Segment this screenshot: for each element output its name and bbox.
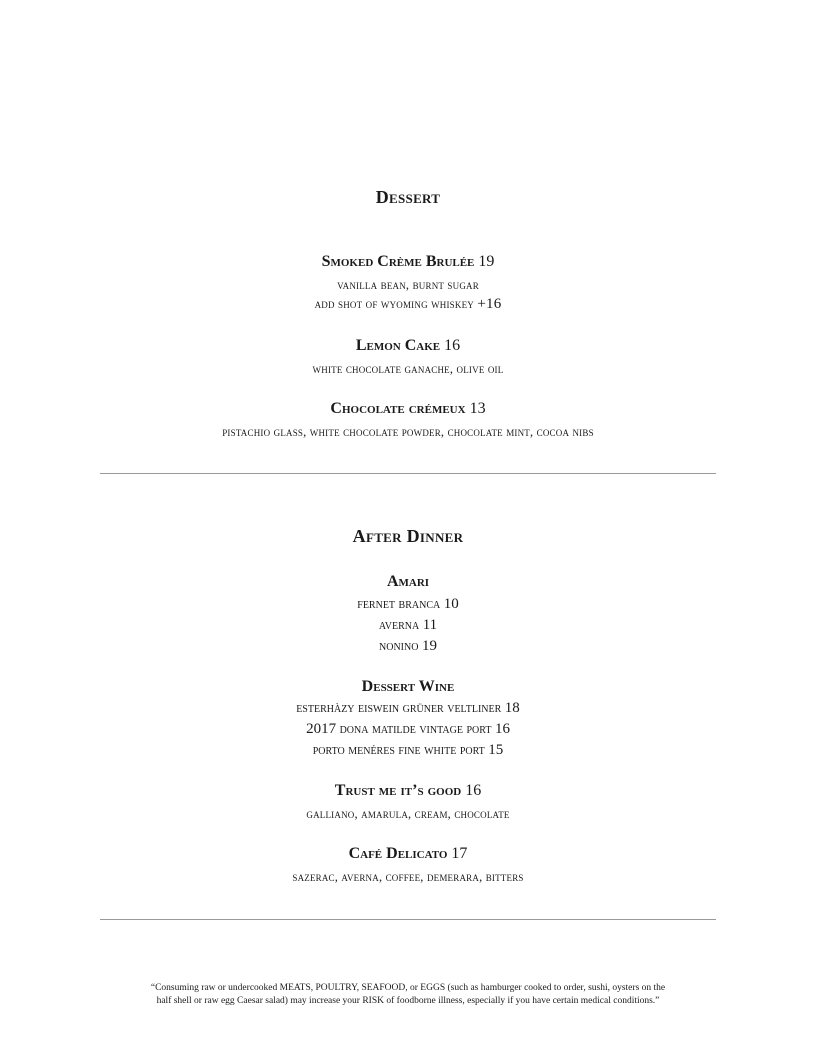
disclaimer-line: “Consuming raw or undercooked MEATS, POULTRY, SEAFOOD, or EGGS (such as hamburger cooked to order, sushi, oysters on the xyxy=(150,983,666,993)
item-description: white chocolate ganache, olive oil xyxy=(312,362,504,376)
item-trust-me xyxy=(0,782,816,800)
drink-price: 16 xyxy=(494,721,510,737)
list-item xyxy=(0,617,816,634)
subheading-dessert-wine: Dessert Wine xyxy=(361,678,455,695)
item-price: 16 xyxy=(465,782,482,799)
drink-label: esterhàzy eiswein grüner veltliner xyxy=(296,701,502,716)
section-title-dessert: Dessert xyxy=(375,187,441,207)
addon-text: add shot of wyoming whiskey xyxy=(314,297,474,311)
item-description: vanilla bean, burnt sugar xyxy=(337,278,479,292)
drink-price: 18 xyxy=(504,700,520,716)
item-price: 13 xyxy=(469,400,486,417)
item-price: 16 xyxy=(444,337,461,354)
list-item xyxy=(0,638,816,655)
item-name: Café Delicato xyxy=(348,845,448,862)
food-safety-disclaimer xyxy=(90,982,726,1008)
item-description: galliano, amarula, cream, chocolate xyxy=(306,807,510,821)
item-name: Smoked Crème Brulée xyxy=(321,253,475,270)
drink-price: 19 xyxy=(421,638,437,654)
drink-label: averna xyxy=(378,618,420,633)
drink-price: 11 xyxy=(422,617,438,633)
item-lemon-cake xyxy=(0,337,816,355)
item-description: pistachio glass, white chocolate powder, chocolate mint, cocoa nibs xyxy=(222,425,594,439)
drink-year: 2017 xyxy=(306,721,337,737)
disclaimer-line: half shell or raw egg Caesar salad) may increase your RISK of foodborne illness, especially if you have certain medical conditions.” xyxy=(156,996,660,1006)
item-name: Lemon Cake xyxy=(355,337,441,354)
item-smoked-creme-brulee xyxy=(0,253,816,271)
list-item xyxy=(0,721,816,738)
drink-label: dona matilde vintage port xyxy=(339,722,492,737)
drink-label: porto menéres fine white port xyxy=(312,743,485,758)
item-description: sazerac, averna, coffee, demerara, bitters xyxy=(292,870,524,884)
drink-label: nonino xyxy=(379,639,419,654)
drink-label: fernet branca xyxy=(357,597,441,612)
section-divider xyxy=(100,473,716,474)
item-name: Chocolate crémeux xyxy=(330,400,466,417)
drink-price: 10 xyxy=(443,596,459,612)
item-price: 17 xyxy=(451,845,468,862)
item-cafe-delicato xyxy=(0,845,816,863)
addon-price: +16 xyxy=(477,296,502,312)
section-divider xyxy=(100,919,716,920)
item-chocolate-cremeux xyxy=(0,400,816,418)
list-item xyxy=(0,596,816,613)
subheading-amari: Amari xyxy=(386,573,430,590)
section-title-after-dinner: After Dinner xyxy=(352,526,464,546)
drink-price: 15 xyxy=(488,742,504,758)
item-price: 19 xyxy=(478,253,495,270)
item-addon xyxy=(0,296,816,313)
list-item xyxy=(0,700,816,717)
list-item xyxy=(0,742,816,759)
item-name: Trust me it’s good xyxy=(334,782,462,799)
